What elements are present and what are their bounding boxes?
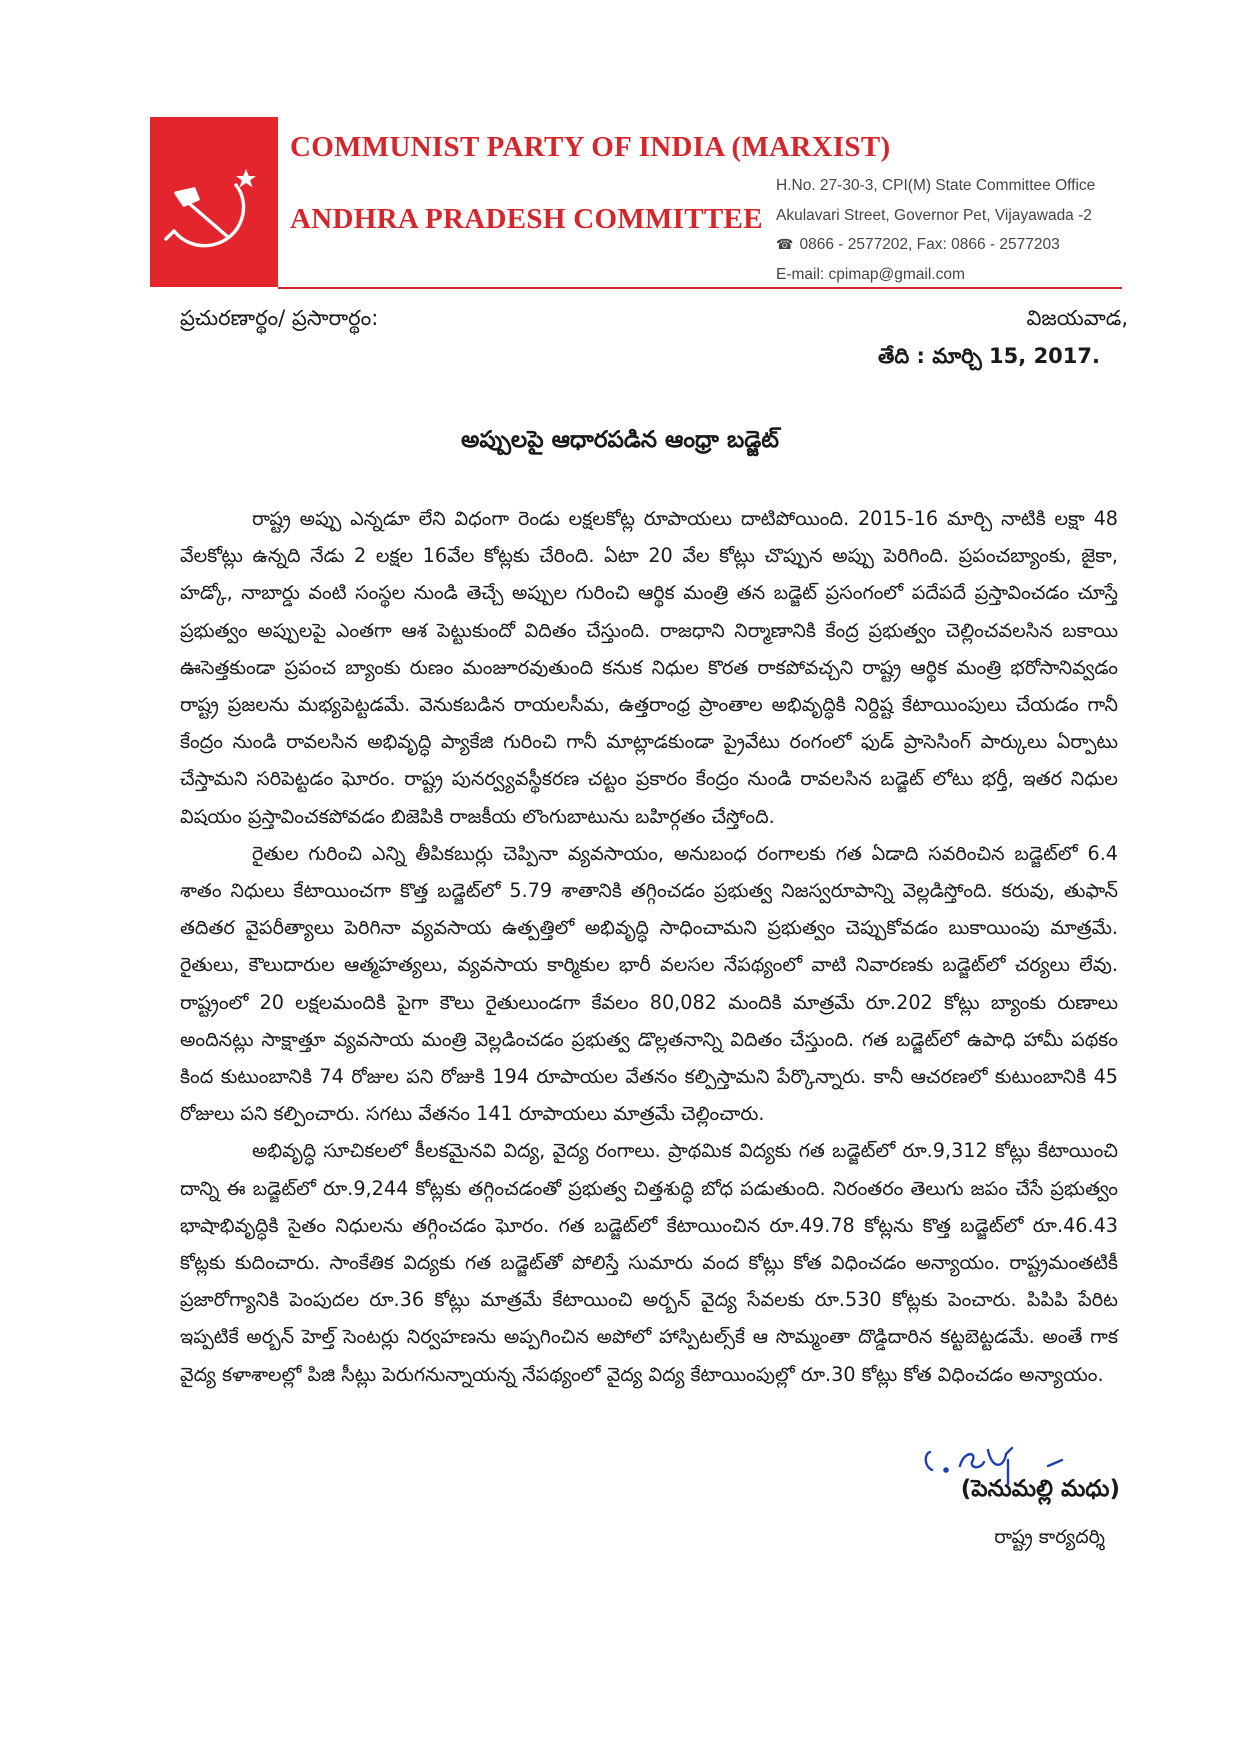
phone-text: 0866 - 2577202, Fax: 0866 - 2577203 — [799, 236, 1060, 253]
phone-line — [776, 230, 1095, 260]
body-text — [180, 500, 1118, 1393]
committee-name: ANDHRA PRADESH COMMITTEE — [290, 203, 763, 235]
email-line: E-mail: cpimap@gmail.com — [776, 265, 965, 283]
signatory-name: (పెనుమల్లి మధు) — [960, 1476, 1120, 1502]
release-label: ప్రచురణార్థం/ ప్రసారార్థం: — [180, 306, 379, 330]
place: విజయవాడ, — [1026, 306, 1128, 330]
contact-block — [776, 171, 1095, 289]
hammer-sickle-star-icon — [154, 165, 272, 255]
date: తేది : మార్చి 15, 2017. — [878, 344, 1100, 368]
letterhead — [150, 117, 1122, 289]
header-rule — [278, 287, 1122, 289]
party-name: COMMUNIST PARTY OF INDIA (MARXIST) — [290, 131, 891, 163]
address-line-2: Akulavari Street, Governor Pet, Vijayawada -2 — [776, 206, 1092, 224]
paragraph: రాష్ట్ర అప్పు ఎన్నడూ లేని విధంగా రెండు లక్షలకోట్ల రూపాయలు దాటిపోయింది. 2015-16 మార్చి నాటికి లక్షా 48 వేలకోట్లు ఉన్నది నేడు 2 లక్షల 16వేల కోట్లకు చేరింది. ఏటా 20 వేల కోట్లు చొప్పున అప్పు పెరిగింది. ప్రపంచబ్యాంకు, జైకా, హడ్కో, నాబార్డు వంటి సంస్థల నుండి తెచ్చే అప్పుల గురించి ఆర్థిక మంత్రి తన బడ్జెట్ ప్రసంగంలో పదేపదే ప్రస్తావించడం చూస్తే ప్రభుత్వం అప్పులపై ఎంతగా ఆశ పెట్టుకుందో విదితం చేస్తుంది. రాజధాని నిర్మాణానికి కేంద్ర ప్రభుత్వం చెల్లించవలసిన బకాయి ఊసెత్తకుండా ప్రపంచ బ్యాంకు రుణం మంజూరవుతుంది కనుక నిధుల కొరత రాకపోవచ్చని రాష్ట్ర ఆర్థిక మంత్రి భరోసానివ్వడం రాష్ట్ర ప్రజలను మభ్యపెట్టడమే. వెనుకబడిన రాయలసీమ, ఉత్తరాంధ్ర ప్రాంతాల అభివృద్ధికి నిర్దిష్ట కేటాయింపులు చేయడం గానీ కేంద్రం నుండి రావలసిన అభివృద్ధి ప్యాకేజి గురించి గానీ మాట్లాడకుండా ప్రైవేటు రంగంలో ఫుడ్ ప్రాసెసింగ్ పార్కులు ఏర్పాటు చేస్తామని సరిపెట్టడం ఘోరం. రాష్ట్ర పునర్వ్యవస్థీకరణ చట్టం ప్రకారం కేంద్రం నుండి రావలసిన బడ్జెట్ లోటు భర్తీ, ఇతర నిధుల విషయం ప్రస్తావించకపోవడం బిజెపికి రాజకీయ లొంగుబాటును బహిర్గతం చేస్తోంది. — [180, 507, 1118, 828]
telephone-icon: ☎ — [776, 236, 794, 252]
page-title: అప్పులపై ఆధారపడిన ఆంధ్రా బడ్జెట్ — [461, 427, 779, 453]
paragraph: రైతుల గురించి ఎన్ని తీపికబుర్లు చెప్పినా వ్యవసాయం, అనుబంధ రంగాలకు గత ఏడాది సవరించిన బడ్జెట్‌లో 6.4 శాతం నిధులు కేటాయించగా కొత్త బడ్జెట్‌లో 5.79 శాతానికి తగ్గించడం ప్రభుత్వ నిజస్వరూపాన్ని వెల్లడిస్తోంది. కరువు, తుఫాన్ తదితర వైపరీత్యాలు పెరిగినా వ్యవసాయ ఉత్పత్తిలో అభివృద్ధి సాధించామని ప్రభుత్వం చెప్పుకోవడం బుకాయింపు మాత్రమే. రైతులు, కౌలుదారుల ఆత్మహత్యలు, వ్యవసాయ కార్మికుల భారీ వలసల నేపథ్యంలో వాటి నివారణకు బడ్జెట్‌లో చర్యలు లేవు. రాష్ట్రంలో 20 లక్షలమందికి పైగా కౌలు రైతులుండగా కేవలం 80,082 మందికి మాత్రమే రూ.202 కోట్లు బ్యాంకు రుణాలు అందినట్లు సాక్షాత్తూ వ్యవసాయ మంత్రి వెల్లడించడం ప్రభుత్వ డొల్లతనాన్ని విదితం చేస్తుంది. గత బడ్జెట్‌లో ఉపాధి హామీ పథకం కింద కుటుంబానికి 74 రోజుల పని రోజుకి 194 రూపాయల వేతనం కల్పిస్తామని పేర్కొన్నారు. కానీ ఆచరణలో కుటుంబానికి 45 రోజులు పని కల్పించారు. సగటు వేతనం 141 రూపాయలు మాత్రమే చెల్లించారు. — [180, 841, 1118, 1126]
paragraph: అభివృద్ధి సూచికలలో కీలకమైనవి విద్య, వైద్య రంగాలు. ప్రాథమిక విద్యకు గత బడ్జెట్‌లో రూ.9,312 కోట్లు కేటాయించి దాన్ని ఈ బడ్జెట్‌లో రూ.9,244 కోట్లకు తగ్గించడంతో ప్రభుత్వ చిత్తశుద్ధి బోధ పడుతుంది. నిరంతరం తెలుగు జపం చేసే ప్రభుత్వం భాషాభివృద్ధికి సైతం నిధులను తగ్గించడం ఘోరం. గత బడ్జెట్‌లో కేటాయించిన రూ.49.78 కోట్లను కొత్త బడ్జెట్‌లో రూ.46.43 కోట్లకు కుదించారు. సాంకేతిక విద్యకు గత బడ్జెట్‌తో పోలిస్తే సుమారు వంద కోట్లు కోత విధించడం అన్యాయం. రాష్ట్రమంతటికీ ప్రజారోగ్యానికి పెంపుదల రూ.36 కోట్లు మాత్రమే కేటాయించి అర్బన్ వైద్య సేవలకు రూ.530 కోట్లకు పెంచారు. పిపిపి పేరిట ఇప్పటికే అర్బన్ హెల్త్ సెంటర్లు నిర్వహణను అప్పగించిన అపోలో హాస్పిటల్స్‌కే ఆ సొమ్మంతా దొడ్డిదారిన కట్టబెట్టడమే. అంతే గాక వైద్య కళాశాలల్లో పిజి సీట్లు పెరుగనున్నాయన్న నేపథ్యంలో వైద్య విద్య కేటాయింపుల్లో రూ.30 కోట్లు కోత విధించడం అన్యాయం. — [180, 1139, 1118, 1386]
signatory-designation: రాష్ట్ర కార్యదర్శి — [994, 1526, 1105, 1548]
party-logo — [150, 117, 278, 287]
address-line-1: H.No. 27-30-3, CPI(M) State Committee Office — [776, 177, 1096, 194]
